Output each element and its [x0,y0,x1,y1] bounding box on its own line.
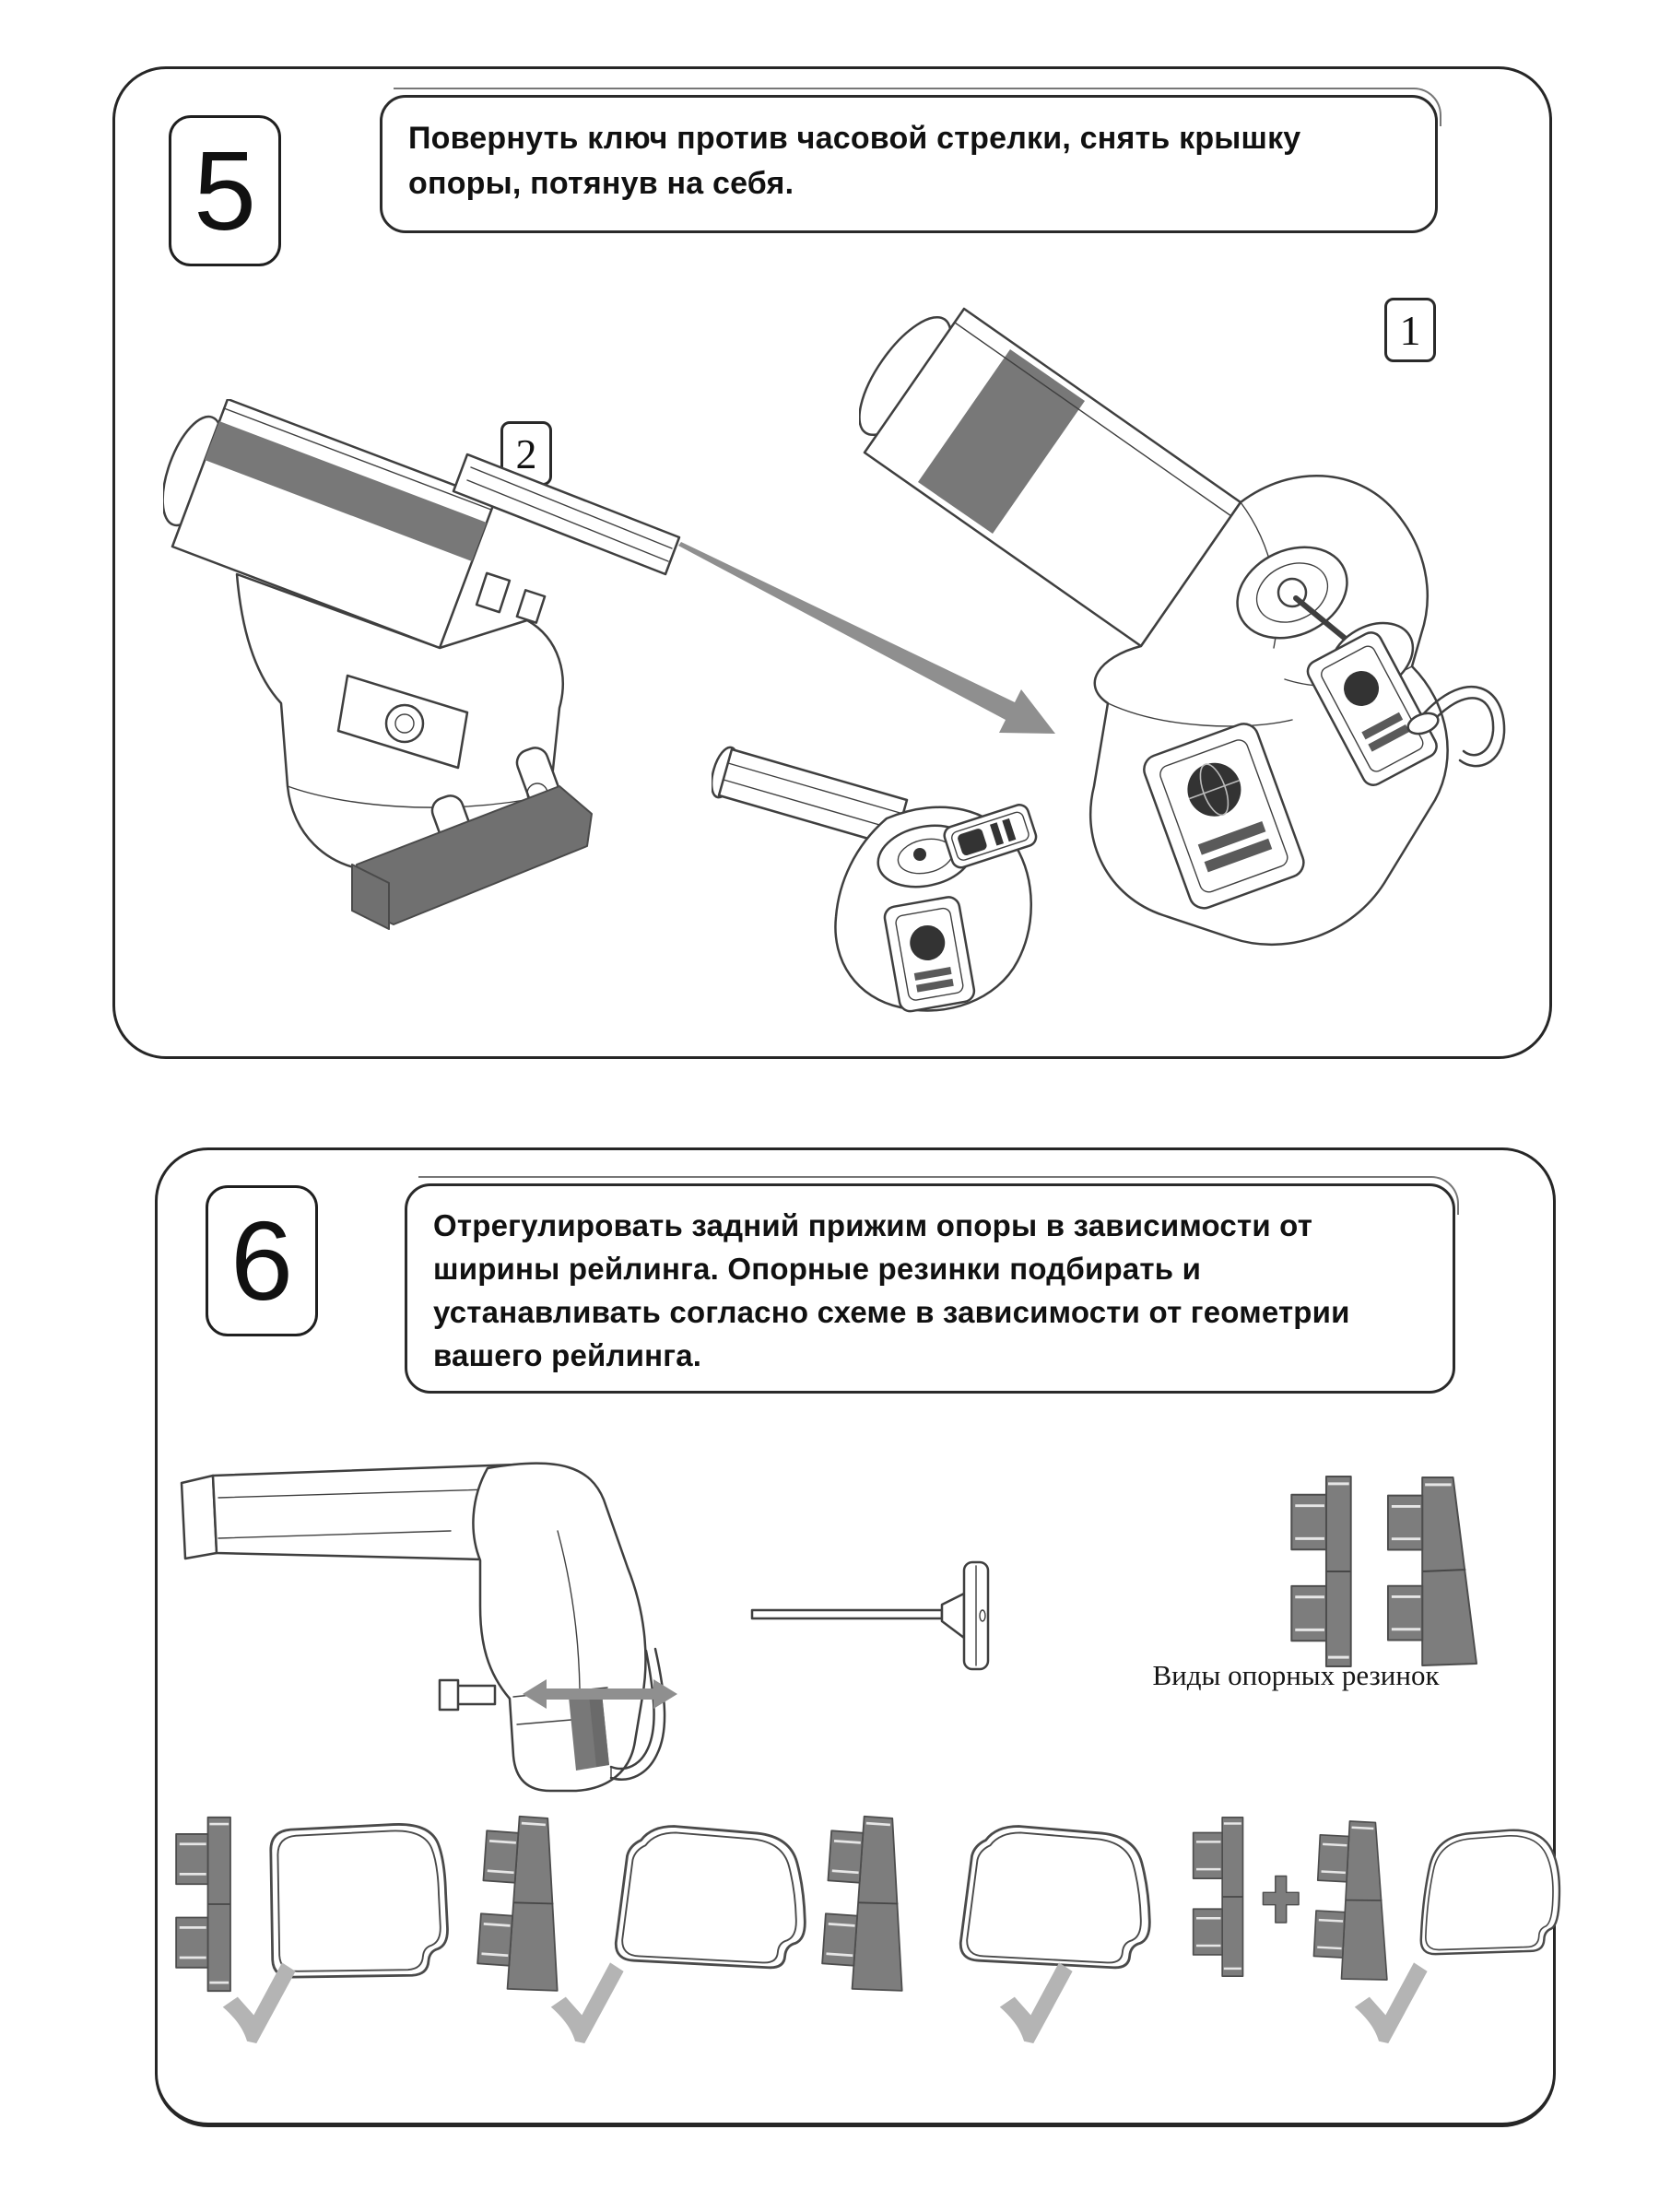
support-foot-open-illustration [163,399,702,943]
step-5-instruction-box [380,95,1438,233]
step-5-number: 5 [194,128,256,253]
step-6-number-box [206,1185,318,1336]
plus-icon [1256,1867,1304,1930]
pads-caption: Виды опорных резинок [1152,1659,1440,1691]
part-label-1: 1 [1384,298,1436,362]
rubber-pad-wedge-icon [1386,1475,1478,1668]
support-foot-key-illustration [712,685,1053,1040]
combo-4-pad-flat-icon [1192,1814,1245,1980]
checkmark-icon [215,1956,300,2046]
checkmark-icon [1347,1956,1431,2046]
part-label-2: 2 [500,421,552,486]
adjustment-double-arrow-icon [519,1674,680,1714]
rubber-pad-flat-icon [1289,1475,1354,1668]
step-6-number: 6 [230,1198,293,1324]
checkmark-icon [543,1956,628,2046]
step-6-instruction-box [405,1183,1455,1394]
foot-side-view-illustration [174,1422,769,1814]
step-5-panel [112,66,1552,1059]
combo-2 [480,1814,813,1993]
step-5-number-box [169,115,281,266]
hex-key-illustration [750,1560,1008,1673]
step-6-instruction-text: Отрегулировать задний прижим опоры в зависимости от ширины рейлинга. Опорные резинки подбирать и устанавливать согласно схеме в зависимости от геометрии вашего рейлинга. [433,1208,1350,1372]
step-6-panel [155,1147,1556,2127]
checkmark-icon [992,1956,1077,2046]
combo-3-pad-wedge-icon [818,1811,915,1995]
step-5-instruction-text: Повернуть ключ против часовой стрелки, снять крышку опоры, потянув на себя. [408,121,1301,202]
